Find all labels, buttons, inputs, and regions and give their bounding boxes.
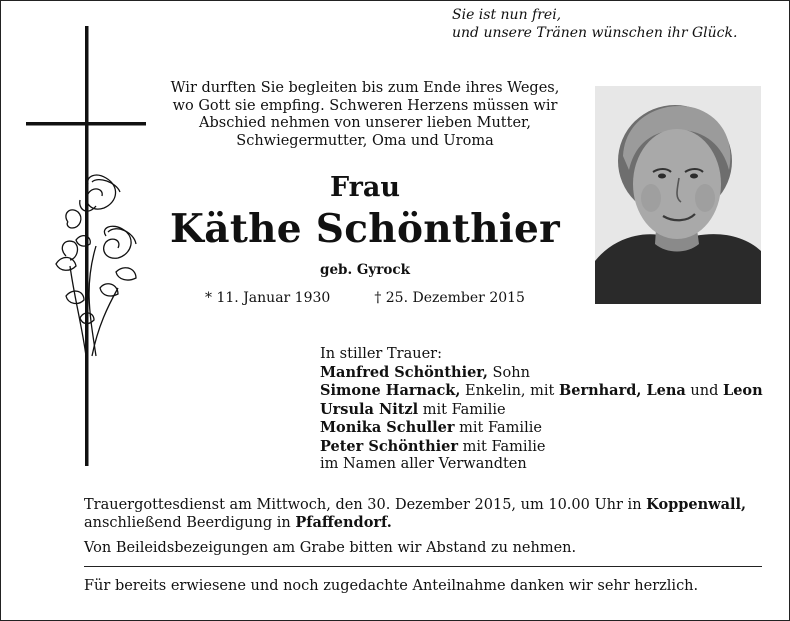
mourner-name: Manfred Schönthier, (320, 363, 488, 381)
portrait-photo (595, 86, 761, 304)
birth-name: geb. Gyrock (320, 262, 410, 278)
intro-text (150, 80, 580, 150)
mourner-name: Bernhard, Lena (558, 382, 686, 399)
mourner-relation: im Namen aller Verwandten (320, 456, 527, 472)
intro-line: Schwiegermutter, Oma und Uroma (236, 132, 494, 149)
mourning-block (320, 346, 780, 474)
thanks-note: Für bereits erwiesene und noch zugedachte Anteilnahme danken wir sehr herzlich. (84, 578, 699, 594)
deceased-name: Käthe Schönthier (170, 206, 560, 252)
intro-line: Abschied nehmen von unserer lieben Mutter, (199, 115, 531, 131)
mourner-relation: Enkelin, mit (460, 383, 559, 399)
mourning-heading: In stiller Trauer: (320, 346, 442, 362)
quote-line: Sie ist nun frei, (452, 7, 562, 23)
life-dates (150, 290, 580, 306)
mourner-line (320, 438, 780, 457)
mourner-line (320, 419, 780, 438)
mourner-relation: Sohn (487, 364, 530, 381)
mourner-name: Simone Harnack, (320, 382, 461, 399)
divider (84, 566, 762, 567)
service-line (84, 514, 774, 532)
mourner-line (320, 364, 780, 383)
mourner-relation: mit Familie (458, 438, 546, 455)
condolence-note: Von Beileidsbezeigungen am Grabe bitten wir Abstand zu nehmen. (84, 540, 577, 556)
funeral-service-info (84, 496, 774, 532)
mourner-name: Ursula Nitzl (320, 400, 419, 418)
mourner-relation: mit Familie (418, 401, 506, 418)
intro-line: wo Gott sie empfing. Schweren Herzens müssen wir (172, 97, 558, 114)
death-date: † 25. Dezember 2015 (374, 290, 525, 306)
mourner-name: Peter Schönthier (320, 437, 459, 455)
mourner-relation: und (685, 383, 723, 399)
salutation: Frau (329, 172, 401, 203)
epitaph-quote (452, 6, 772, 42)
cross-with-roses-icon (26, 26, 150, 466)
mourner-line (320, 456, 780, 474)
service-line (84, 496, 774, 514)
mourner-name: Monika Schuller (320, 419, 455, 436)
birth-date: * 11. Januar 1930 (205, 290, 331, 306)
mourner-relation: mit Familie (454, 420, 542, 436)
burial-place: Pfaffendorf. (295, 514, 392, 531)
service-place: Koppenwall, (646, 496, 747, 513)
quote-line: und unsere Tränen wünschen ihr Glück. (452, 25, 738, 41)
mourner-name: Leon (723, 382, 763, 399)
service-text: anschließend Beerdigung in (84, 515, 296, 531)
intro-line: Wir durften Sie begleiten bis zum Ende ihres Weges, (170, 80, 560, 96)
mourner-line (320, 382, 780, 401)
mourner-line (320, 401, 780, 420)
service-text: Trauergottesdienst am Mittwoch, den 30. Dezember 2015, um 10.00 Uhr in (84, 497, 647, 513)
